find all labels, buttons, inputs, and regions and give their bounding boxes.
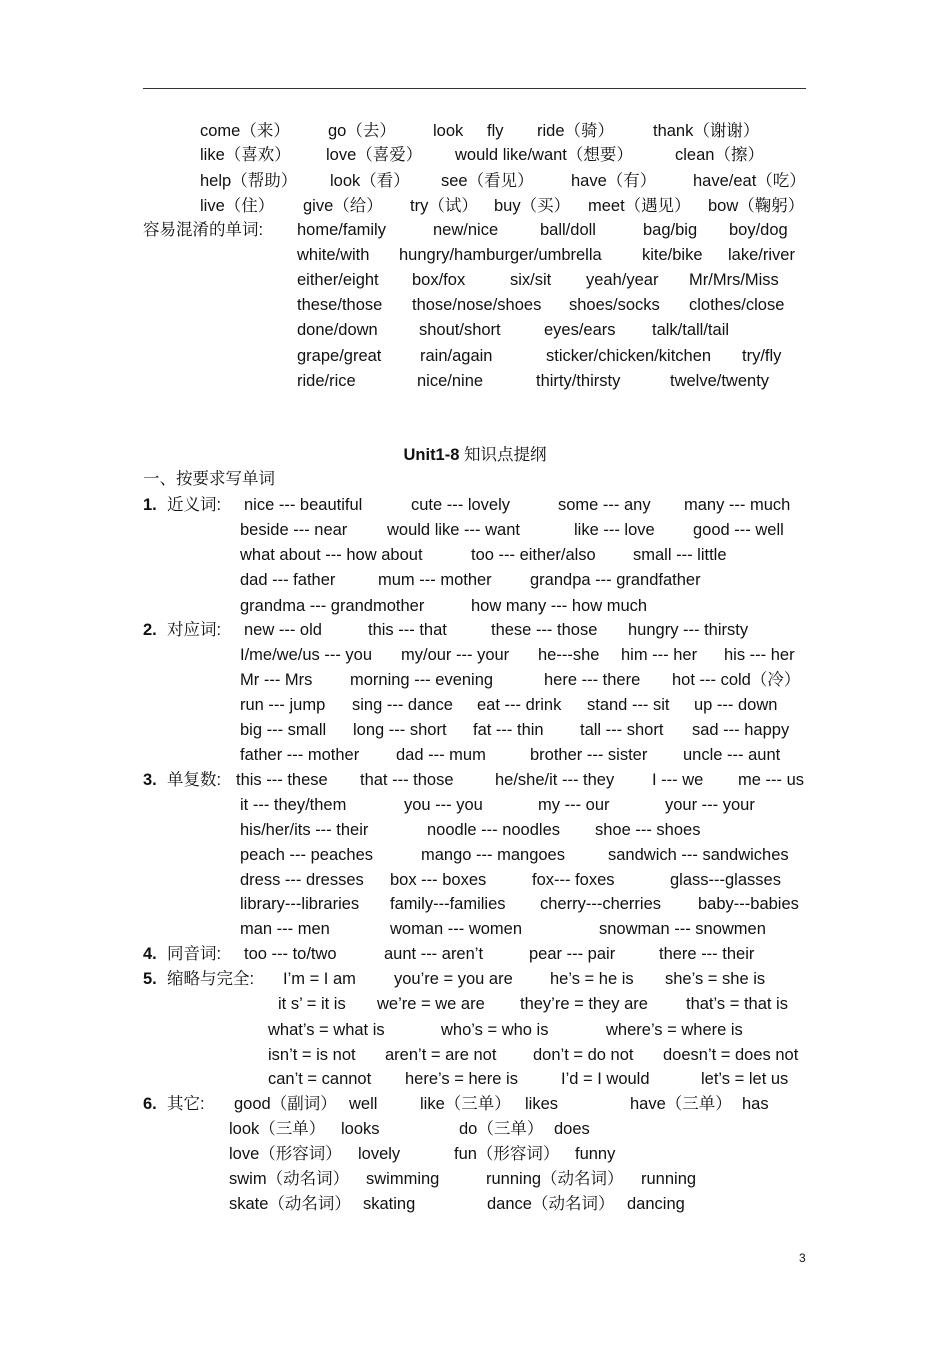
synonyms-line-3 [0,543,950,567]
page-number: 3 [799,1251,806,1265]
word-pair: Mr/Mrs/Miss [689,271,779,289]
word-item: go（去） [328,122,396,140]
others-line-5 [0,1192,950,1216]
word-item: have（三单） [630,1095,732,1113]
word-item: look [433,122,464,140]
word-pair: dad --- mum [396,746,486,764]
word-pair: your --- your [665,796,755,814]
word-pair: box --- boxes [390,871,487,889]
word-pair: dad --- father [240,571,336,589]
word-pair: I/me/we/us --- you [240,646,373,664]
word-item: swim（动名词） [229,1170,350,1188]
section-heading: 一、按要求写单词 [143,470,275,488]
word-pair: hot --- cold（冷） [672,671,801,689]
word-pair: baby---babies [698,895,799,913]
word-pair: cherry---cherries [540,895,662,913]
confusing-line-3 [0,268,950,292]
word-pair: who’s = who is [441,1021,549,1039]
word-item: dancing [627,1195,685,1213]
word-item: clean（擦） [675,146,764,164]
word-item: help（帮助） [200,172,298,190]
word-pair: box/fox [412,271,466,289]
word-item: like（喜欢） [200,146,291,164]
word-pair: I’d = I would [561,1070,650,1088]
confusing-line-4 [0,293,950,317]
word-pair: man --- men [240,920,330,938]
word-item: running [641,1170,697,1188]
word-pair: big --- small [240,721,327,739]
word-item: bow（鞠躬） [708,197,805,215]
word-pair: too --- either/also [471,546,596,564]
word-pair: talk/tall/tail [652,321,730,339]
word-pair: new --- old [244,621,322,639]
word-pair: lake/river [728,246,795,264]
page-title [0,443,950,467]
confusing-line-2 [0,243,950,267]
word-pair: peach --- peaches [240,846,373,864]
word-pair: he/she/it --- they [495,771,615,789]
word-item: do（三单） [459,1120,544,1138]
word-pair: his --- her [724,646,795,664]
word-pair: these/those [297,296,383,314]
word-pair: beside --- near [240,521,348,539]
word-pair: rain/again [420,347,493,365]
word-pair: eat --- drink [477,696,562,714]
plurals-line-5 [0,868,950,892]
word-pair: my --- our [538,796,610,814]
word-pair: pear --- pair [529,945,616,963]
word-pair: too --- to/two [244,945,337,963]
word-item: skating [363,1195,416,1213]
word-item: give（给） [303,197,383,215]
word-item: likes [525,1095,559,1113]
word-pair: mango --- mangoes [421,846,565,864]
item-label: 对应词: [167,621,222,639]
word-item: good（副词） [234,1095,337,1113]
word-item: like（三单） [420,1095,511,1113]
word-item: love（喜爱） [326,146,423,164]
plurals-line-7 [0,917,950,941]
contractions-line-2 [0,992,950,1016]
word-pair: father --- mother [240,746,360,764]
word-pair: library---libraries [240,895,360,913]
opposites-line-6 [0,743,950,767]
synonyms-line-1 [0,493,950,517]
word-pair: here’s = here is [405,1070,518,1088]
word-pair: yeah/year [586,271,659,289]
word-pair: run --- jump [240,696,326,714]
word-pair: mum --- mother [378,571,492,589]
item-number: 4. [143,945,157,963]
word-item: look（三单） [229,1120,326,1138]
homophones-line-1 [0,942,950,966]
word-pair: like --- love [574,521,655,539]
word-pair: you’re = you are [394,970,513,988]
word-pair: grandma --- grandmother [240,597,425,615]
word-pair: up --- down [694,696,778,714]
plurals-line-3 [0,818,950,842]
verb-line-4 [0,194,950,218]
word-pair: brother --- sister [530,746,648,764]
word-pair: thirty/thirsty [536,372,621,390]
confusing-line-1 [0,218,950,242]
word-pair: eyes/ears [544,321,616,339]
word-pair: morning --- evening [350,671,494,689]
word-pair: fat --- thin [473,721,544,739]
word-pair: sad --- happy [692,721,790,739]
word-pair: this --- these [236,771,328,789]
word-pair: Mr --- Mrs [240,671,313,689]
word-pair: how many --- how much [471,597,648,615]
word-pair: these --- those [491,621,598,639]
plurals-line-6 [0,892,950,916]
word-pair: I’m = I am [283,970,356,988]
word-pair: shout/short [419,321,501,339]
word-item: ride（骑） [537,122,615,140]
word-pair: ride/rice [297,372,356,390]
word-item: thank（谢谢） [653,122,760,140]
word-pair: try/fly [742,347,782,365]
word-item: have/eat（吃） [693,172,806,190]
word-item: has [742,1095,769,1113]
item-label: 单复数: [167,771,222,789]
word-pair: you --- you [404,796,483,814]
word-pair: grandpa --- grandfather [530,571,701,589]
word-pair: she’s = she is [665,970,766,988]
title-unit: Unit1-8 [403,446,460,464]
word-pair: hungry/hamburger/umbrella [399,246,602,264]
word-pair: twelve/twenty [670,372,770,390]
word-item: lovely [358,1145,401,1163]
synonyms-line-5 [0,594,950,618]
word-pair: dress --- dresses [240,871,364,889]
word-pair: that’s = that is [686,995,788,1013]
contractions-line-1 [0,967,950,991]
word-pair: nice/nine [417,372,484,390]
word-pair: new/nice [433,221,499,239]
word-pair: my/our --- your [401,646,510,664]
word-item: dance（动名词） [487,1195,615,1213]
word-pair: here --- there [544,671,641,689]
word-pair: we’re = we are [377,995,485,1013]
word-pair: kite/bike [642,246,703,264]
confusing-label: 容易混淆的单词: [143,221,264,239]
word-item: funny [575,1145,616,1163]
word-pair: glass---glasses [670,871,781,889]
word-pair: him --- her [621,646,698,664]
word-pair: uncle --- aunt [683,746,781,764]
word-pair: I --- we [652,771,704,789]
word-item: fun（形容词） [454,1145,560,1163]
word-pair: isn’t = is not [268,1046,356,1064]
word-pair: shoes/socks [569,296,660,314]
others-line-2 [0,1117,950,1141]
item-number: 3. [143,771,157,789]
word-pair: family---families [390,895,506,913]
word-item: well [349,1095,378,1113]
word-pair: home/family [297,221,386,239]
word-pair: aren’t = are not [385,1046,497,1064]
item-label: 同音词: [167,945,222,963]
word-item: does [554,1120,590,1138]
word-item: love（形容词） [229,1145,342,1163]
title-rest: 知识点提纲 [459,446,547,464]
word-pair: either/eight [297,271,379,289]
plurals-line-4 [0,843,950,867]
word-pair: it --- they/them [240,796,347,814]
synonyms-line-4 [0,568,950,592]
item-label: 近义词: [167,496,222,514]
item-number: 5. [143,970,157,988]
word-item: would like/want（想要） [455,146,633,164]
word-pair: don’t = do not [533,1046,634,1064]
word-item: live（住） [200,197,275,215]
word-pair: long --- short [353,721,447,739]
word-pair: this --- that [368,621,447,639]
word-pair: doesn’t = does not [663,1046,799,1064]
verb-line-1 [0,119,950,143]
item-number: 2. [143,621,157,639]
word-pair: he’s = he is [550,970,634,988]
plurals-line-2 [0,793,950,817]
word-pair: nice --- beautiful [244,496,363,514]
word-pair: tall --- short [580,721,664,739]
word-pair: shoe --- shoes [595,821,701,839]
word-item: swimming [366,1170,440,1188]
word-pair: noodle --- noodles [427,821,560,839]
word-pair: his/her/its --- their [240,821,369,839]
word-pair: he---she [538,646,600,664]
others-line-1 [0,1092,950,1116]
others-line-3 [0,1142,950,1166]
word-pair: good --- well [693,521,784,539]
header-rule [143,88,806,89]
word-pair: six/sit [510,271,552,289]
word-pair: boy/dog [729,221,788,239]
word-item: look（看） [330,172,410,190]
word-pair: where’s = where is [606,1021,743,1039]
opposites-line-1 [0,618,950,642]
others-line-4 [0,1167,950,1191]
word-pair: can’t = cannot [268,1070,372,1088]
item-number: 6. [143,1095,157,1113]
opposites-line-5 [0,718,950,742]
verb-line-3 [0,169,950,193]
item-label: 缩略与完全: [167,970,255,988]
synonyms-line-2 [0,518,950,542]
verb-line-2 [0,143,950,167]
word-pair: those/nose/shoes [412,296,542,314]
word-pair: it s’ = it is [278,995,346,1013]
contractions-line-4 [0,1043,950,1067]
word-pair: what’s = what is [268,1021,385,1039]
contractions-line-5 [0,1067,950,1091]
word-pair: sing --- dance [352,696,453,714]
word-pair: fox--- foxes [532,871,615,889]
word-pair: sticker/chicken/kitchen [546,347,712,365]
word-pair: me --- us [738,771,804,789]
confusing-line-6 [0,344,950,368]
confusing-line-7 [0,369,950,393]
word-pair: that --- those [360,771,454,789]
word-item: fly [487,122,504,140]
opposites-line-4 [0,693,950,717]
word-pair: they’re = they are [520,995,648,1013]
word-item: see（看见） [441,172,534,190]
word-pair: ball/doll [540,221,596,239]
word-item: running（动名词） [486,1170,624,1188]
contractions-line-3 [0,1018,950,1042]
word-pair: some --- any [558,496,651,514]
word-pair: woman --- women [390,920,523,938]
item-number: 1. [143,496,157,514]
word-pair: there --- their [659,945,755,963]
opposites-line-3 [0,668,950,692]
word-pair: sandwich --- sandwiches [608,846,789,864]
word-pair: snowman --- snowmen [599,920,766,938]
word-pair: aunt --- aren’t [384,945,484,963]
opposites-line-2 [0,643,950,667]
word-item: have（有） [571,172,657,190]
word-item: come（来） [200,122,290,140]
word-pair: stand --- sit [587,696,670,714]
word-pair: grape/great [297,347,382,365]
word-item: try（试） [410,197,478,215]
word-pair: cute --- lovely [411,496,511,514]
word-pair: hungry --- thirsty [628,621,749,639]
word-pair: let’s = let us [701,1070,789,1088]
word-item: looks [341,1120,380,1138]
word-pair: clothes/close [689,296,785,314]
word-item: skate（动名词） [229,1195,351,1213]
word-pair: bag/big [643,221,698,239]
word-pair: white/with [297,246,370,264]
word-item: buy（买） [494,197,571,215]
word-pair: small --- little [633,546,727,564]
confusing-line-5 [0,318,950,342]
word-pair: would like --- want [387,521,520,539]
word-pair: what about --- how about [240,546,423,564]
word-pair: done/down [297,321,378,339]
plurals-line-1 [0,768,950,792]
word-pair: many --- much [684,496,791,514]
item-label: 其它: [167,1095,205,1113]
word-item: meet（遇见） [588,197,691,215]
